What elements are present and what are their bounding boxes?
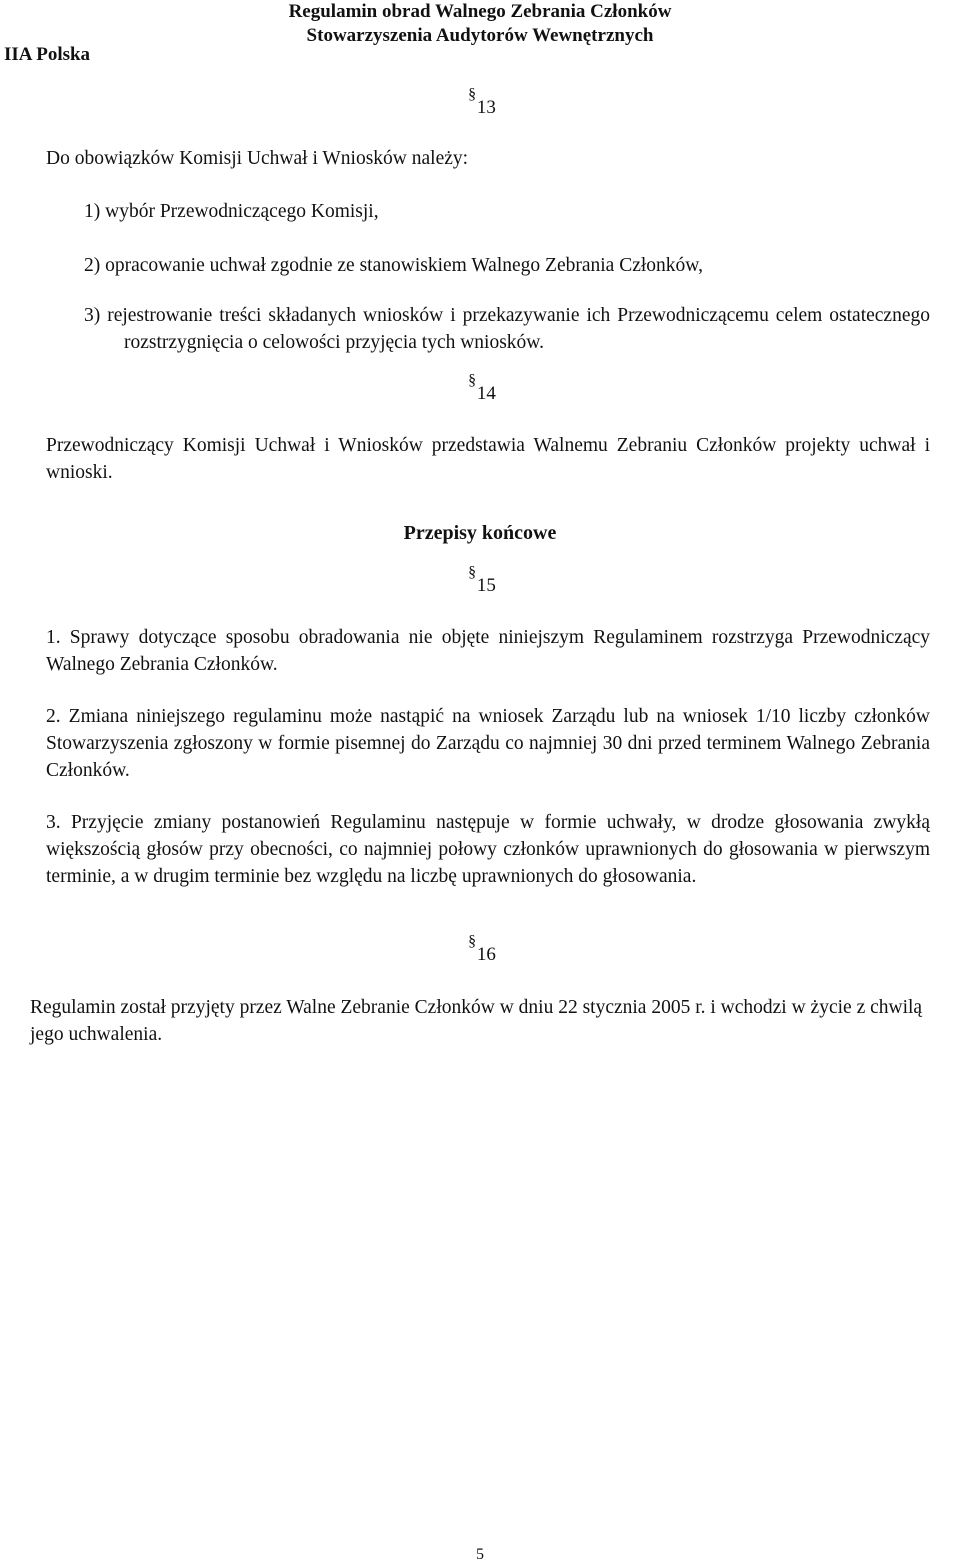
section-16-text: Regulamin został przyjęty przez Walne Zebranie Członków w dniu 22 stycznia 2005 r. i wchodzi w życie z chwilą jego uchwalenia. <box>30 997 923 1045</box>
section-symbol: § <box>468 933 477 950</box>
list-item: 1. Sprawy dotyczące sposobu obradowania nie objęte niniejszym Regulaminem rozstrzyga Przewodniczący Walnego Zebrania Członków. <box>46 627 930 675</box>
organization-name: IIA Polska <box>4 44 91 65</box>
list-item: 3. Przyjęcie zmiany postanowień Regulaminu następuje w formie uchwały, w drodze głosowania zwykłą większością głosów przy obecności, co najmniej połowy członków uprawnionych do głosowania w pierwszym terminie, a w drugim terminie bez względu na liczbę uprawnionych do głosowania. <box>46 812 930 887</box>
section-symbol: § <box>468 86 477 103</box>
document-title-line2: Stowarzyszenia Audytorów Wewnętrznych <box>306 25 654 46</box>
section-13-intro: Do obowiązków Komisji Uchwał i Wniosków należy: <box>46 148 469 169</box>
page-number: 5 <box>476 1546 484 1563</box>
list-item: 3) rejestrowanie treści składanych wniosków i przekazywanie ich Przewodniczącemu celem ostatecznego rozstrzygnięcia o celowości przyjęcia tych wniosków. <box>84 305 930 353</box>
section-number: 15 <box>476 575 496 596</box>
section-symbol: § <box>468 564 477 581</box>
list-item: 2) opracowanie uchwał zgodnie ze stanowiskiem Walnego Zebrania Członków, <box>84 255 703 276</box>
section-15-heading <box>0 564 960 599</box>
list-item: 1) wybór Przewodniczącego Komisji, <box>84 201 379 222</box>
document-title-line1: Regulamin obrad Walnego Zebrania Członków <box>288 1 672 22</box>
section-13-heading <box>0 86 960 121</box>
list-item: 2. Zmiana niniejszego regulaminu może nastąpić na wniosek Zarządu lub na wniosek 1/10 liczby członków Stowarzyszenia zgłoszony w formie pisemnej do Zarządu co najmniej 30 dni przed terminem Walnego Zebrania Członków. <box>46 706 930 781</box>
section-symbol: § <box>468 372 477 389</box>
section-number: 13 <box>476 97 496 118</box>
section-number: 14 <box>476 383 496 404</box>
final-provisions-heading: Przepisy końcowe <box>403 522 557 544</box>
section-14-heading <box>0 372 960 407</box>
section-14-text: Przewodniczący Komisji Uchwał i Wniosków przedstawia Walnemu Zebraniu Członków projekty uchwał i wnioski. <box>46 435 930 483</box>
document-title <box>0 0 960 48</box>
section-16-heading <box>0 933 960 968</box>
section-number: 16 <box>476 944 496 965</box>
